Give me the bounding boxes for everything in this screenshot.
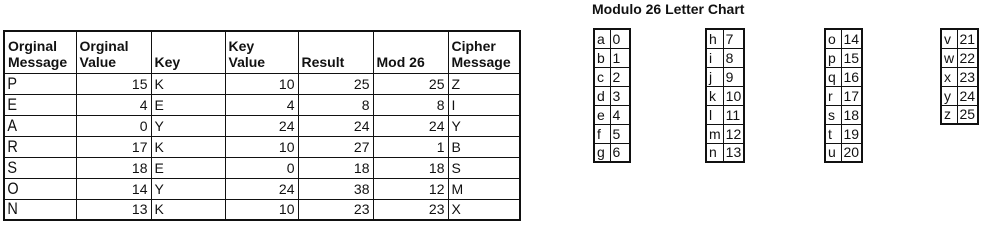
key-value-cell: 10 — [225, 136, 298, 157]
modulo-row — [825, 29, 862, 48]
header-result: Result — [298, 31, 373, 73]
modulo-row — [941, 67, 978, 86]
modulo-row — [706, 29, 744, 48]
modulo-row — [941, 29, 978, 48]
modulo-value: 3 — [610, 86, 630, 105]
original-letter-cell: S — [4, 157, 65, 178]
modulo-value: 20 — [841, 143, 862, 162]
result-cell: 25 — [298, 73, 373, 94]
key-letter-cell: Y — [151, 178, 225, 199]
modulo-letter: r — [825, 86, 841, 105]
modulo-value: 22 — [957, 48, 978, 67]
header-mod-26: Mod 26 — [373, 31, 448, 73]
modulo-letter: q — [825, 67, 841, 86]
key-value-cell: 24 — [225, 115, 298, 136]
key-value-cell: 10 — [225, 73, 298, 94]
modulo-row — [706, 124, 744, 143]
modulo-value: 23 — [957, 67, 978, 86]
result-cell: 38 — [298, 178, 373, 199]
key-value-cell: 24 — [225, 178, 298, 199]
modulo-row — [594, 124, 630, 143]
original-value-cell: 15 — [76, 73, 151, 94]
modulo-value: 6 — [610, 143, 630, 162]
modulo-row — [825, 67, 862, 86]
result-cell: 24 — [298, 115, 373, 136]
header-cipher-message: Cipher Message — [448, 31, 520, 73]
modulo-letter: n — [706, 143, 723, 162]
modulo-letter: k — [706, 86, 723, 105]
table-row — [4, 178, 520, 199]
original-value-cell: 18 — [76, 157, 151, 178]
modulo-value: 16 — [841, 67, 862, 86]
modulo-row — [941, 105, 978, 124]
modulo-letter: m — [706, 124, 723, 143]
cipher-letter-cell: M — [448, 178, 520, 199]
table-row — [4, 94, 520, 115]
modulo-row — [594, 143, 630, 162]
modulo-value: 8 — [723, 48, 744, 67]
modulo-row — [594, 48, 630, 67]
table-row — [4, 157, 520, 178]
modulo-row — [594, 86, 630, 105]
cipher-letter-cell: S — [448, 157, 520, 178]
key-value-cell: 0 — [225, 157, 298, 178]
modulo-letter: c — [594, 67, 610, 86]
mod-26-cell: 8 — [373, 94, 448, 115]
modulo-letter: o — [825, 29, 841, 48]
table-row — [4, 199, 520, 220]
mod-26-cell: 25 — [373, 73, 448, 94]
modulo-letter: p — [825, 48, 841, 67]
modulo-column — [705, 28, 745, 163]
original-value-cell: 14 — [76, 178, 151, 199]
original-value-cell: 0 — [76, 115, 151, 136]
original-value-cell: 17 — [76, 136, 151, 157]
modulo-letter: a — [594, 29, 610, 48]
modulo-value: 24 — [957, 86, 978, 105]
result-cell: 23 — [298, 199, 373, 220]
modulo-row — [825, 48, 862, 67]
modulo-row — [706, 86, 744, 105]
cipher-letter-cell: B — [448, 136, 520, 157]
original-letter-cell: E — [4, 94, 65, 115]
result-cell: 27 — [298, 136, 373, 157]
key-letter-cell: K — [151, 199, 225, 220]
mod-26-cell: 12 — [373, 178, 448, 199]
modulo-row — [706, 48, 744, 67]
key-value-cell: 10 — [225, 199, 298, 220]
modulo-letter: g — [594, 143, 610, 162]
modulo-row — [594, 29, 630, 48]
modulo-letter: u — [825, 143, 841, 162]
mod-26-cell: 23 — [373, 199, 448, 220]
modulo-value: 14 — [841, 29, 862, 48]
key-value-cell: 4 — [225, 94, 298, 115]
modulo-value: 15 — [841, 48, 862, 67]
modulo-letter: z — [941, 105, 957, 124]
original-letter-cell: A — [4, 115, 65, 136]
modulo-letter: s — [825, 105, 841, 124]
header-key-value: Key Value — [225, 31, 298, 73]
modulo-value: 17 — [841, 86, 862, 105]
table-row — [4, 115, 520, 136]
modulo-letter: i — [706, 48, 723, 67]
modulo-row — [706, 105, 744, 124]
original-value-cell: 13 — [76, 199, 151, 220]
table-header-row — [4, 31, 520, 73]
modulo-value: 5 — [610, 124, 630, 143]
modulo-value: 21 — [957, 29, 978, 48]
original-value-cell: 4 — [76, 94, 151, 115]
modulo-value: 18 — [841, 105, 862, 124]
header-original-value: Orginal Value — [76, 31, 151, 73]
modulo-value: 0 — [610, 29, 630, 48]
table-row — [4, 73, 520, 94]
modulo-column — [593, 28, 631, 163]
mod-26-cell: 18 — [373, 157, 448, 178]
modulo-value: 7 — [723, 29, 744, 48]
original-letter-cell: P — [4, 73, 65, 94]
header-key: Key — [151, 31, 225, 73]
modulo-row — [825, 86, 862, 105]
key-letter-cell: E — [151, 94, 225, 115]
modulo-value: 19 — [841, 124, 862, 143]
key-letter-cell: K — [151, 73, 225, 94]
modulo-row — [594, 67, 630, 86]
modulo-letter: j — [706, 67, 723, 86]
cipher-letter-cell: Y — [448, 115, 520, 136]
mod-26-cell: 24 — [373, 115, 448, 136]
original-letter-cell: R — [4, 136, 65, 157]
modulo-letter: y — [941, 86, 957, 105]
modulo-column — [940, 28, 979, 125]
mod-26-cell: 1 — [373, 136, 448, 157]
modulo-letter: b — [594, 48, 610, 67]
header-original-message: Orginal Message — [4, 31, 76, 73]
modulo-letter: w — [941, 48, 957, 67]
original-letter-cell: O — [4, 178, 65, 199]
modulo-row — [706, 143, 744, 162]
modulo-value: 1 — [610, 48, 630, 67]
cipher-letter-cell: I — [448, 94, 520, 115]
modulo-value: 4 — [610, 105, 630, 124]
modulo-row — [825, 143, 862, 162]
table-row — [4, 136, 520, 157]
modulo-column — [824, 28, 863, 163]
modulo-value: 10 — [723, 86, 744, 105]
modulo-row — [941, 86, 978, 105]
modulo-value: 12 — [723, 124, 744, 143]
modulo-letter: x — [941, 67, 957, 86]
modulo-row — [825, 124, 862, 143]
modulo-value: 9 — [723, 67, 744, 86]
cipher-letter-cell: Z — [448, 73, 520, 94]
modulo-value: 13 — [723, 143, 744, 162]
modulo-letter: t — [825, 124, 841, 143]
modulo-value: 25 — [957, 105, 978, 124]
modulo-letter: d — [594, 86, 610, 105]
modulo-value: 11 — [723, 105, 744, 124]
cipher-letter-cell: X — [448, 199, 520, 220]
modulo-letter: e — [594, 105, 610, 124]
cipher-table — [3, 30, 521, 221]
modulo-letter: v — [941, 29, 957, 48]
modulo-row — [825, 105, 862, 124]
modulo-value: 2 — [610, 67, 630, 86]
original-letter-cell: N — [4, 199, 65, 220]
result-cell: 18 — [298, 157, 373, 178]
modulo-letter: f — [594, 124, 610, 143]
modulo-row — [941, 48, 978, 67]
modulo-chart-title: Modulo 26 Letter Chart — [592, 1, 745, 17]
key-letter-cell: Y — [151, 115, 225, 136]
modulo-row — [706, 67, 744, 86]
modulo-row — [594, 105, 630, 124]
key-letter-cell: K — [151, 136, 225, 157]
key-letter-cell: E — [151, 157, 225, 178]
modulo-letter: l — [706, 105, 723, 124]
result-cell: 8 — [298, 94, 373, 115]
modulo-letter: h — [706, 29, 723, 48]
